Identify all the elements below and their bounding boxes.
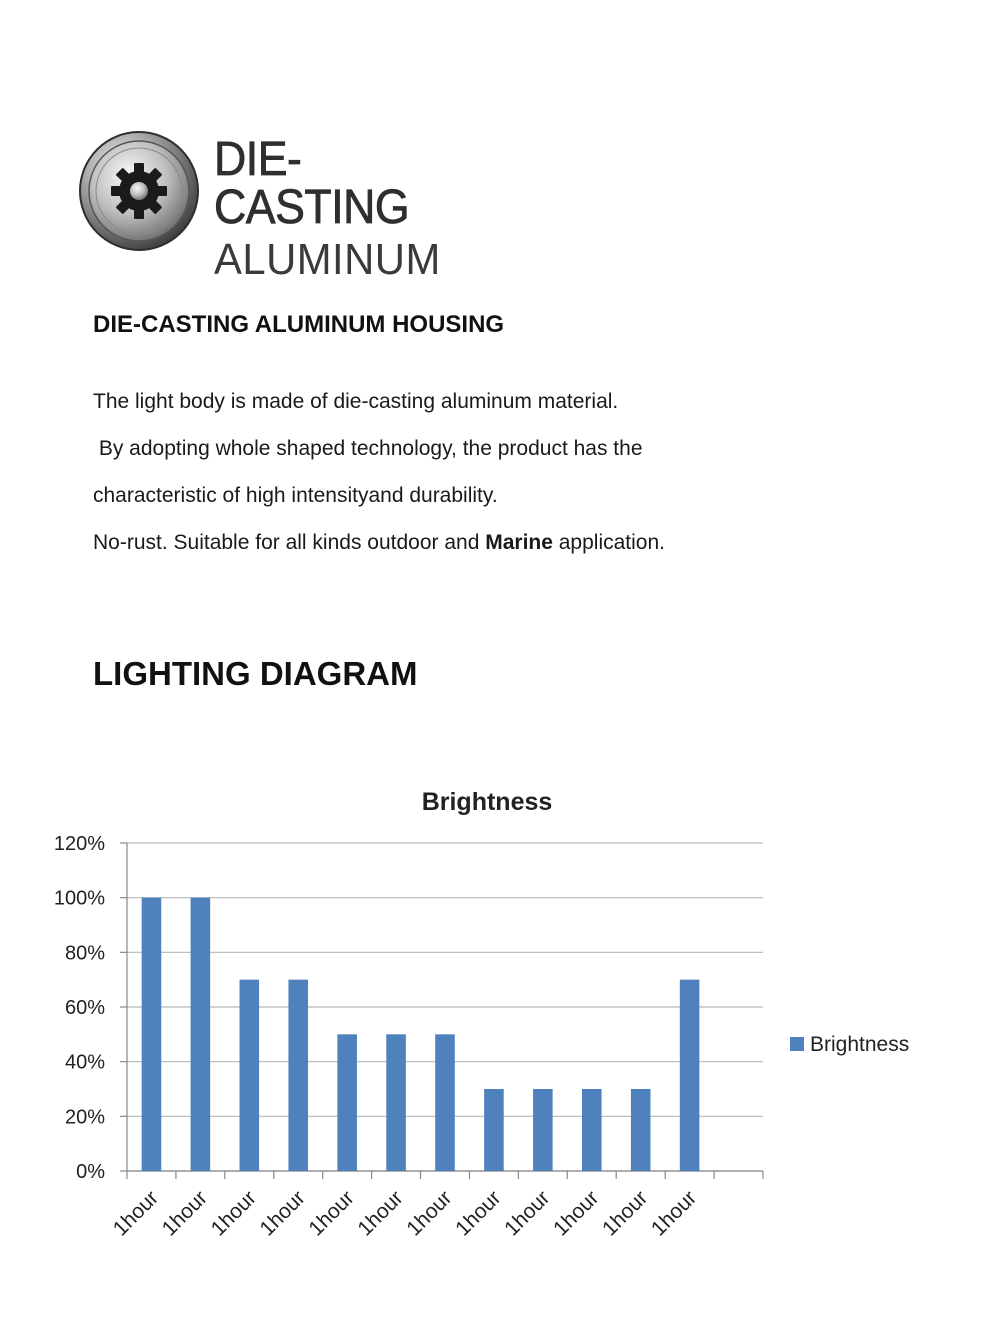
chart-title: Brightness xyxy=(421,788,553,816)
description-line-2: By adopting whole shaped technology, the product has the xyxy=(93,437,643,460)
bar xyxy=(191,898,211,1171)
bar xyxy=(386,1034,406,1171)
y-tick-label: 120% xyxy=(53,833,105,855)
logo xyxy=(78,130,498,284)
legend-swatch xyxy=(790,1037,804,1051)
x-tick-label: 1hour xyxy=(500,1186,555,1241)
brightness-chart xyxy=(0,770,1000,1290)
description xyxy=(93,385,913,573)
gear-icon xyxy=(78,130,200,252)
bar xyxy=(631,1089,651,1171)
description-line-3: characteristic of high intensityand durability. xyxy=(93,484,498,507)
bar xyxy=(582,1089,602,1171)
y-tick-label: 60% xyxy=(64,997,105,1019)
section-title: DIE-CASTING ALUMINUM HOUSING xyxy=(93,311,505,338)
legend-label: Brightness xyxy=(810,1033,910,1056)
y-tick-label: 100% xyxy=(53,887,105,910)
description-line-4 xyxy=(93,526,913,573)
x-tick-label: 1hour xyxy=(597,1186,653,1241)
y-tick-label: 20% xyxy=(64,1106,105,1129)
logo-line-2: ALUMINUM xyxy=(214,235,441,284)
logo-wordmark xyxy=(214,133,498,284)
description-line-4-pre: No-rust. Suitable for all kinds outdoor and xyxy=(93,531,486,554)
x-tick-label: 1hour xyxy=(402,1186,457,1241)
x-tick-label: 1hour xyxy=(108,1186,163,1241)
bar xyxy=(435,1034,455,1171)
bar xyxy=(142,898,162,1171)
bar xyxy=(484,1089,504,1171)
bar xyxy=(680,980,700,1171)
logo-line-1: DIE-CASTING xyxy=(214,133,410,234)
marine-emphasis: Marine xyxy=(485,531,553,554)
description-line-1: The light body is made of die-casting aluminum material. xyxy=(93,390,619,413)
description-line-4-post: application. xyxy=(552,531,665,554)
x-tick-label: 1hour xyxy=(206,1186,261,1241)
y-tick-label: 80% xyxy=(64,942,105,965)
x-tick-label: 1hour xyxy=(353,1186,408,1241)
bar xyxy=(288,980,308,1171)
bar xyxy=(240,980,260,1171)
bar xyxy=(533,1089,553,1171)
y-tick-label: 40% xyxy=(64,1051,105,1074)
y-tick-label: 0% xyxy=(76,1161,105,1183)
x-tick-label: 1hour xyxy=(646,1186,702,1241)
x-tick-label: 1hour xyxy=(255,1186,310,1241)
brightness-chart-svg xyxy=(0,770,1000,1290)
x-tick-label: 1hour xyxy=(549,1186,604,1241)
x-tick-label: 1hour xyxy=(157,1186,212,1241)
x-tick-label: 1hour xyxy=(304,1186,359,1241)
bar xyxy=(337,1034,357,1171)
x-tick-label: 1hour xyxy=(451,1186,506,1241)
diagram-title: LIGHTING DIAGRAM xyxy=(93,655,418,692)
